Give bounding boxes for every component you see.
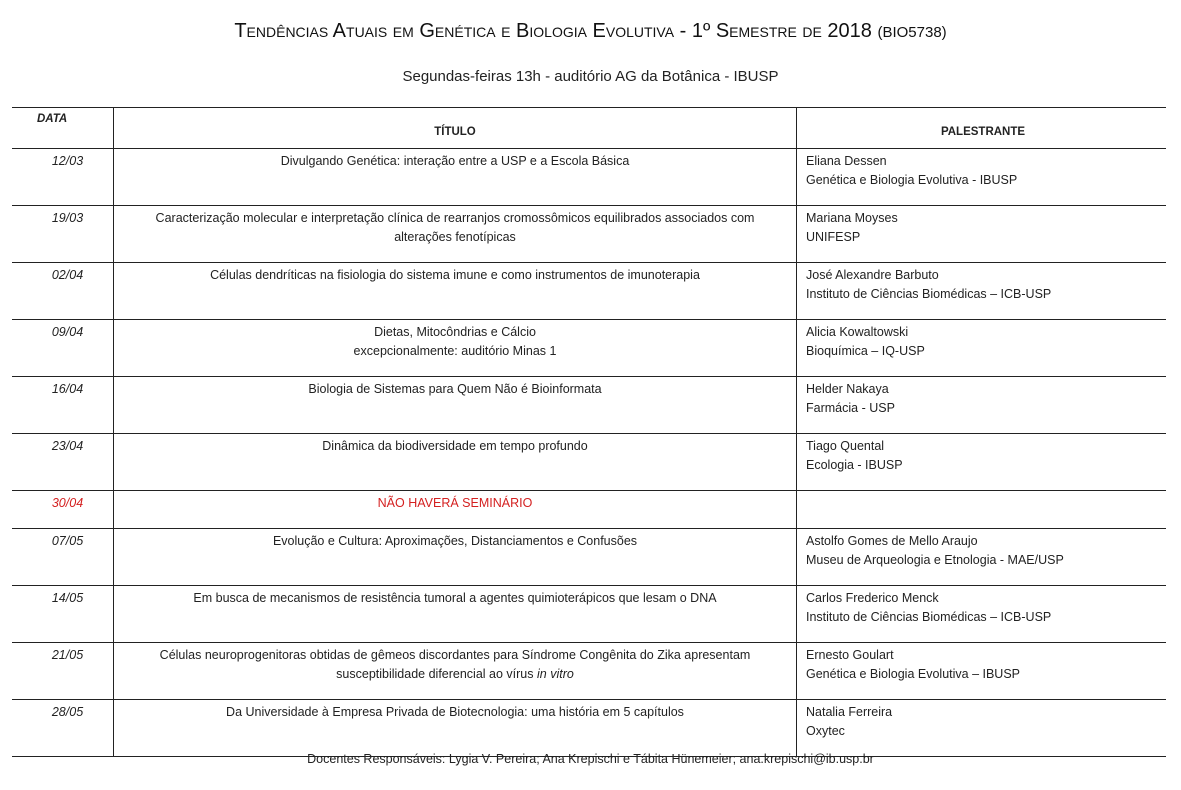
table-row	[12, 206, 1166, 263]
table-row	[12, 586, 1166, 643]
title-line-2	[120, 665, 790, 684]
speaker-name: Alicia Kowaltowski	[806, 325, 909, 339]
row-date: 02/04	[12, 263, 114, 320]
row-date: 09/04	[12, 320, 114, 377]
table-row	[12, 149, 1166, 206]
speaker-name: Helder Nakaya	[806, 382, 889, 396]
column-header-title: TÍTULO	[114, 108, 797, 149]
title-line-2-text: alterações fenotípicas	[394, 230, 516, 244]
row-speaker	[797, 263, 1167, 320]
title-line-1: NÃO HAVERÁ SEMINÁRIO	[377, 496, 533, 510]
speaker-name: Tiago Quental	[806, 439, 885, 453]
speaker-name: Carlos Frederico Menck	[806, 591, 939, 605]
title-line-1: Divulgando Genética: interação entre a USP e a Escola Básica	[280, 154, 630, 168]
page-title	[0, 20, 1181, 43]
row-date: 28/05	[12, 700, 114, 757]
table-row	[12, 320, 1166, 377]
page-subtitle: Segundas-feiras 13h - auditório AG da Botânica - IBUSP	[402, 68, 779, 85]
speaker-name: Eliana Dessen	[806, 154, 887, 168]
row-title	[114, 700, 797, 757]
row-speaker	[797, 700, 1167, 757]
table-row	[12, 377, 1166, 434]
row-speaker	[797, 491, 1167, 529]
speaker-affiliation: UNIFESP	[806, 230, 861, 244]
course-title: Tendências Atuais em Genética e Biologia Evolutiva - 1º Semestre de 2018	[234, 20, 872, 42]
row-date: 07/05	[12, 529, 114, 586]
row-date: 16/04	[12, 377, 114, 434]
speaker-affiliation: Farmácia - USP	[806, 401, 895, 415]
title-line-2	[120, 342, 790, 361]
course-code: (BIO5738)	[877, 24, 947, 41]
row-speaker	[797, 149, 1167, 206]
title-line-2	[120, 228, 790, 247]
speaker-name: Natalia Ferreira	[806, 705, 893, 719]
row-speaker	[797, 377, 1167, 434]
speaker-affiliation: Oxytec	[806, 724, 845, 738]
row-title	[114, 586, 797, 643]
row-date: 23/04	[12, 434, 114, 491]
footer-responsible: Docentes Responsáveis: Lygia V. Pereira; Ana Krepischi e Tábita Hünemeier; ana.krepischi@ib.usp.br	[307, 752, 874, 766]
title-line-2-text: susceptibilidade diferencial ao vírus	[336, 667, 534, 681]
row-title	[114, 206, 797, 263]
speaker-name: Ernesto Goulart	[806, 648, 894, 662]
column-header-speaker: PALESTRANTE	[797, 108, 1167, 149]
title-line-2-italic: in vitro	[537, 667, 574, 681]
speaker-affiliation: Instituto de Ciências Biomédicas – ICB-USP	[806, 287, 1052, 301]
speaker-affiliation: Genética e Biologia Evolutiva – IBUSP	[806, 667, 1021, 681]
row-date: 21/05	[12, 643, 114, 700]
table-row	[12, 434, 1166, 491]
row-title	[114, 149, 797, 206]
schedule-table	[12, 107, 1166, 757]
table-row	[12, 263, 1166, 320]
speaker-affiliation: Instituto de Ciências Biomédicas – ICB-USP	[806, 610, 1052, 624]
row-date: 12/03	[12, 149, 114, 206]
table-row	[12, 643, 1166, 700]
row-date: 30/04	[12, 491, 114, 529]
title-line-1: Biologia de Sistemas para Quem Não é Bioinformata	[308, 382, 602, 396]
row-title	[114, 263, 797, 320]
table-row	[12, 529, 1166, 586]
row-speaker	[797, 586, 1167, 643]
title-line-1: Dietas, Mitocôndrias e Cálcio	[374, 325, 536, 339]
row-speaker	[797, 206, 1167, 263]
speaker-affiliation: Museu de Arqueologia e Etnologia - MAE/USP	[806, 553, 1064, 567]
row-speaker	[797, 434, 1167, 491]
row-title	[114, 643, 797, 700]
column-header-date: DATA	[12, 108, 114, 149]
row-title	[114, 529, 797, 586]
row-title	[114, 320, 797, 377]
row-speaker	[797, 320, 1167, 377]
title-line-1: Células dendríticas na fisiologia do sistema imune e como instrumentos de imunoterapia	[210, 268, 700, 282]
title-line-1: Em busca de mecanismos de resistência tumoral a agentes quimioterápicos que lesam o DNA	[193, 591, 717, 605]
speaker-affiliation: Genética e Biologia Evolutiva - IBUSP	[806, 173, 1018, 187]
row-speaker	[797, 529, 1167, 586]
speaker-name: Mariana Moyses	[806, 211, 898, 225]
row-title	[114, 434, 797, 491]
title-line-1: Evolução e Cultura: Aproximações, Distanciamentos e Confusões	[272, 534, 638, 548]
speaker-affiliation: Bioquímica – IQ-USP	[806, 344, 925, 358]
speaker-name: José Alexandre Barbuto	[806, 268, 939, 282]
speaker-affiliation: Ecologia - IBUSP	[806, 458, 903, 472]
title-line-1: Caracterização molecular e interpretação clínica de rearranjos cromossômicos equilibrados associados com	[155, 211, 755, 225]
title-line-1: Da Universidade à Empresa Privada de Biotecnologia: uma história em 5 capítulos	[226, 705, 684, 719]
row-date: 14/05	[12, 586, 114, 643]
table-row	[12, 491, 1166, 529]
title-line-1: Células neuroprogenitoras obtidas de gêmeos discordantes para Síndrome Congênita do Zika apresentam	[159, 648, 751, 662]
table-row	[12, 700, 1166, 757]
table-header-row	[12, 108, 1166, 149]
row-speaker	[797, 643, 1167, 700]
title-line-1: Dinâmica da biodiversidade em tempo profundo	[322, 439, 588, 453]
row-date: 19/03	[12, 206, 114, 263]
speaker-name: Astolfo Gomes de Mello Araujo	[806, 534, 978, 548]
row-title	[114, 377, 797, 434]
row-title	[114, 491, 797, 529]
title-line-2-text: excepcionalmente: auditório Minas 1	[353, 344, 557, 358]
